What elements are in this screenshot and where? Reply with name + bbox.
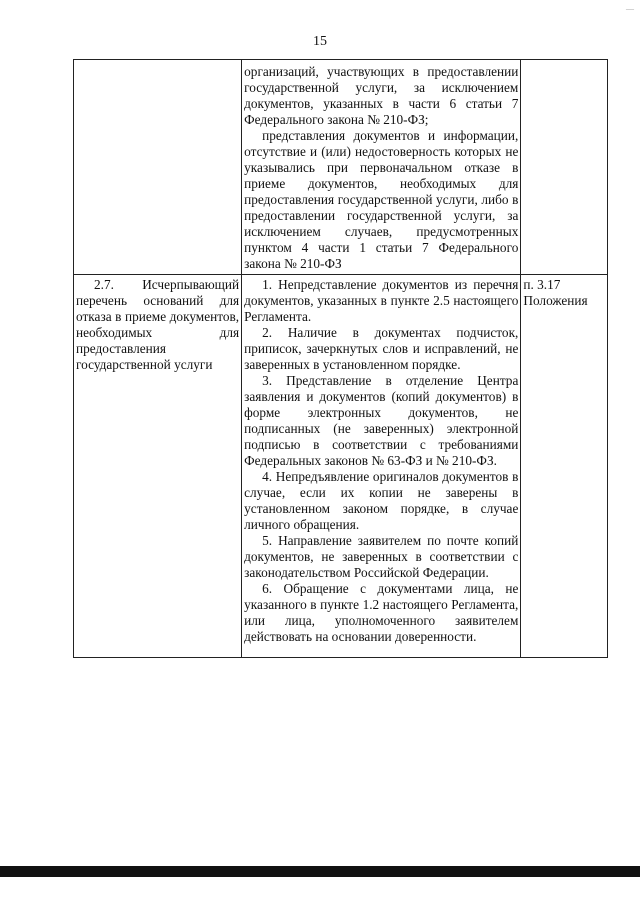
list-item: 6. Обращение с документами лица, не указанного в пункте 1.2 настоящего Регламента, или лица, уполномоченного заявителем действовать на основании доверенности.	[244, 581, 519, 644]
list-item: 3. Представление в отделение Центра заявления и документов (копий документов) в форме электронных документов, не подписанных (не заверенных) электронной подписью в соответствии с требованиями Федеральных законов № 63-ФЗ и № 210-ФЗ.	[244, 373, 519, 468]
cell-section-title	[74, 275, 242, 658]
list-item: 4. Непредъявление оригиналов документов в случае, если их копии не заверены в установленном законом порядке, в случае личного обращения.	[244, 469, 519, 532]
cell-content	[242, 275, 521, 658]
regulation-table	[73, 59, 608, 658]
cell-reference	[521, 60, 608, 275]
cell-section-title	[74, 60, 242, 275]
page-number: 15	[313, 34, 327, 49]
list-item: 1. Непредставление документов из перечня документов, указанных в пункте 2.5 настоящего Регламента.	[244, 277, 519, 324]
paragraph: организаций, участвующих в предоставлении государственной услуги, за исключением документов, указанных в части 6 статьи 7 Федерального закона № 210-ФЗ;	[244, 64, 519, 127]
cell-reference: п. 3.17 Положения	[521, 275, 608, 658]
section-title: 2.7. Исчерпывающий перечень оснований для отказа в приеме документов, необходимых для предоставления государственной услуги	[76, 277, 240, 372]
paragraph: представления документов и информации, отсутствие и (или) недостоверность которых не указывались при первоначальном отказе в приеме документов, необходимых для предоставления государственной услуги, либо в предоставлении государственной услуги, за исключением случаев, предусмотренных пунктом 4 части 1 статьи 7 Федерального закона № 210-ФЗ	[244, 128, 519, 271]
scan-corner-mark: —	[626, 4, 634, 13]
cell-content	[242, 60, 521, 275]
scan-bottom-edge	[0, 866, 640, 877]
table-row	[74, 275, 608, 658]
list-item: 2. Наличие в документах подчисток, приписок, зачеркнутых слов и исправлений, не заверенных в установленном порядке.	[244, 325, 519, 372]
table-row	[74, 60, 608, 275]
list-item: 5. Направление заявителем по почте копий документов, не заверенных в соответствии с законодательством Российской Федерации.	[244, 533, 519, 580]
